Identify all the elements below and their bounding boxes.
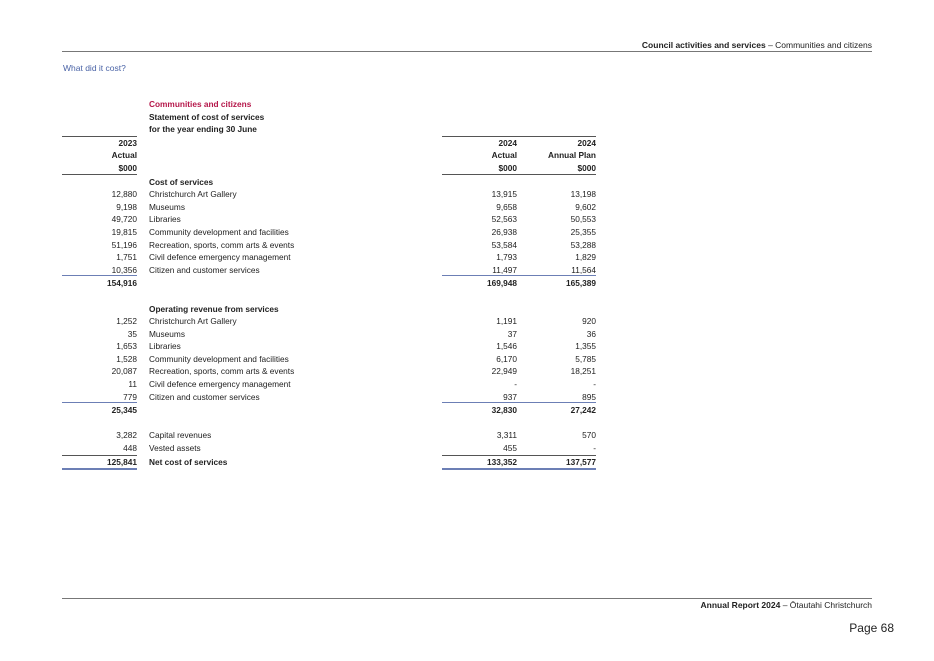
row-label: Christchurch Art Gallery xyxy=(149,316,237,327)
cell-2023: 51,196 xyxy=(111,239,137,250)
row-label: Community development and facilities xyxy=(149,226,289,237)
cell-2024: 52,563 xyxy=(491,214,517,225)
row-label: Museums xyxy=(149,328,185,339)
net-2024: 133,352 xyxy=(487,456,517,467)
cell-2024: 37 xyxy=(507,328,517,339)
table-row xyxy=(62,365,602,378)
cell-2023: 1,751 xyxy=(116,252,137,263)
table-row xyxy=(62,226,602,239)
col-plan-year: 2024 xyxy=(577,137,596,148)
table-row xyxy=(62,328,602,341)
cell-2023: 49,720 xyxy=(111,214,137,225)
table-row xyxy=(62,353,602,366)
row-label: Capital revenues xyxy=(149,430,212,441)
net-label: Net cost of services xyxy=(149,456,228,467)
cell-plan: 11,564 xyxy=(571,264,596,275)
row-label: Citizen and customer services xyxy=(149,264,260,275)
cost-total-row xyxy=(62,277,602,290)
total-2023: 25,345 xyxy=(111,405,137,416)
cell-2023: 1,528 xyxy=(116,353,137,364)
cell-2024: 3,311 xyxy=(496,430,517,441)
cell-2024: 11,497 xyxy=(492,264,517,275)
table-row xyxy=(62,429,602,442)
total-plan: 27,242 xyxy=(570,405,596,416)
cell-2024: 1,793 xyxy=(496,252,517,263)
table-row xyxy=(62,340,602,353)
page-header xyxy=(62,39,872,51)
cost-heading: Cost of services xyxy=(149,176,214,187)
table-row xyxy=(62,201,602,214)
row-label: Citizen and customer services xyxy=(149,391,260,402)
table-row xyxy=(62,188,602,201)
col-2023-unit: $000 xyxy=(118,162,137,173)
row-label: Civil defence emergency management xyxy=(149,379,291,390)
revenue-heading: Operating revenue from services xyxy=(149,303,279,314)
cell-plan: 5,785 xyxy=(575,353,596,364)
cell-2023: 3,282 xyxy=(116,430,137,441)
cell-2023: 12,880 xyxy=(111,189,137,200)
cell-2023: 10,356 xyxy=(111,264,137,275)
table-row xyxy=(62,239,602,252)
footer-rule xyxy=(62,598,872,599)
cell-plan: 1,829 xyxy=(575,252,596,263)
total-plan: 165,389 xyxy=(566,278,596,289)
col-2023-year: 2023 xyxy=(118,137,137,148)
table-row xyxy=(62,378,602,391)
statement-title: Communities and citizens xyxy=(149,99,252,109)
column-header-row-year xyxy=(62,137,602,150)
header-rule xyxy=(62,51,872,52)
cell-plan: 13,198 xyxy=(570,189,596,200)
row-label: Community development and facilities xyxy=(149,353,289,364)
cell-2024: 6,170 xyxy=(496,353,517,364)
cell-plan: 36 xyxy=(586,328,596,339)
net-cost-row xyxy=(62,456,602,469)
cell-plan: 53,288 xyxy=(570,239,596,250)
cell-plan: - xyxy=(593,379,596,390)
footer-location: – Ōtautahi Christchurch xyxy=(780,600,872,610)
cell-plan: 25,355 xyxy=(570,226,596,237)
cell-2024: - xyxy=(514,379,517,390)
col-2023-type: Actual xyxy=(111,150,137,161)
cell-plan: 1,355 xyxy=(575,341,596,352)
row-label: Libraries xyxy=(149,341,181,352)
header-section-subtitle: – Communities and citizens xyxy=(765,40,872,50)
row-label: Civil defence emergency management xyxy=(149,252,291,263)
cell-2024: 53,584 xyxy=(491,239,517,250)
cell-2023: 448 xyxy=(123,443,137,454)
total-2024: 169,948 xyxy=(487,278,517,289)
col-plan-unit: $000 xyxy=(577,162,596,173)
net-plan: 137,577 xyxy=(566,456,596,467)
total-2024: 32,830 xyxy=(491,405,517,416)
net-2023: 125,841 xyxy=(107,456,137,467)
col-2024-type: Actual xyxy=(491,150,517,161)
cell-2023: 20,087 xyxy=(111,366,137,377)
table-row xyxy=(62,442,602,455)
cell-2023: 1,252 xyxy=(116,316,137,327)
cell-2024: 22,949 xyxy=(491,366,517,377)
row-label: Libraries xyxy=(149,214,181,225)
cell-plan: 9,602 xyxy=(575,201,596,212)
cell-2023: 19,815 xyxy=(111,226,137,237)
cell-2023: 779 xyxy=(123,391,137,402)
cell-2024: 455 xyxy=(503,443,517,454)
total-2023: 154,916 xyxy=(107,278,137,289)
row-label: Christchurch Art Gallery xyxy=(149,189,237,200)
cell-plan: 895 xyxy=(582,391,596,402)
cell-2024: 26,938 xyxy=(491,226,517,237)
page-footer xyxy=(62,600,872,612)
col-2024-year: 2024 xyxy=(498,137,517,148)
cell-2024: 937 xyxy=(503,391,517,402)
table-row xyxy=(62,315,602,328)
statement-line2: for the year ending 30 June xyxy=(149,124,257,135)
cell-2023: 1,653 xyxy=(116,341,137,352)
header-section-title: Council activities and services xyxy=(641,40,766,50)
row-label: Museums xyxy=(149,201,185,212)
section-subtitle: What did it cost? xyxy=(63,63,126,73)
table-row xyxy=(62,213,602,226)
cell-plan: 50,553 xyxy=(570,214,596,225)
cell-2024: 13,915 xyxy=(491,189,517,200)
cell-plan: - xyxy=(593,443,596,454)
cell-2023: 35 xyxy=(127,328,137,339)
col-plan-type: Annual Plan xyxy=(548,150,596,161)
row-label: Vested assets xyxy=(149,443,201,454)
cost-of-services-table xyxy=(62,98,602,471)
cell-plan: 18,251 xyxy=(570,366,596,377)
cell-2024: 1,191 xyxy=(496,316,517,327)
col-2024-unit: $000 xyxy=(498,162,517,173)
cell-2023: 9,198 xyxy=(116,201,137,212)
row-label: Recreation, sports, comm arts & events xyxy=(149,239,295,250)
revenue-total-row xyxy=(62,404,602,417)
cell-plan: 920 xyxy=(582,316,596,327)
footer-report-title: Annual Report 2024 xyxy=(700,600,781,610)
cell-plan: 570 xyxy=(582,430,596,441)
statement-line1: Statement of cost of services xyxy=(149,111,265,122)
cell-2024: 1,546 xyxy=(496,341,517,352)
page-number: Page 68 xyxy=(849,621,894,635)
cell-2024: 9,658 xyxy=(496,201,517,212)
cell-2023: 11 xyxy=(128,379,137,390)
table-row xyxy=(62,251,602,264)
column-header-row-type xyxy=(62,149,602,162)
row-label: Recreation, sports, comm arts & events xyxy=(149,366,295,377)
